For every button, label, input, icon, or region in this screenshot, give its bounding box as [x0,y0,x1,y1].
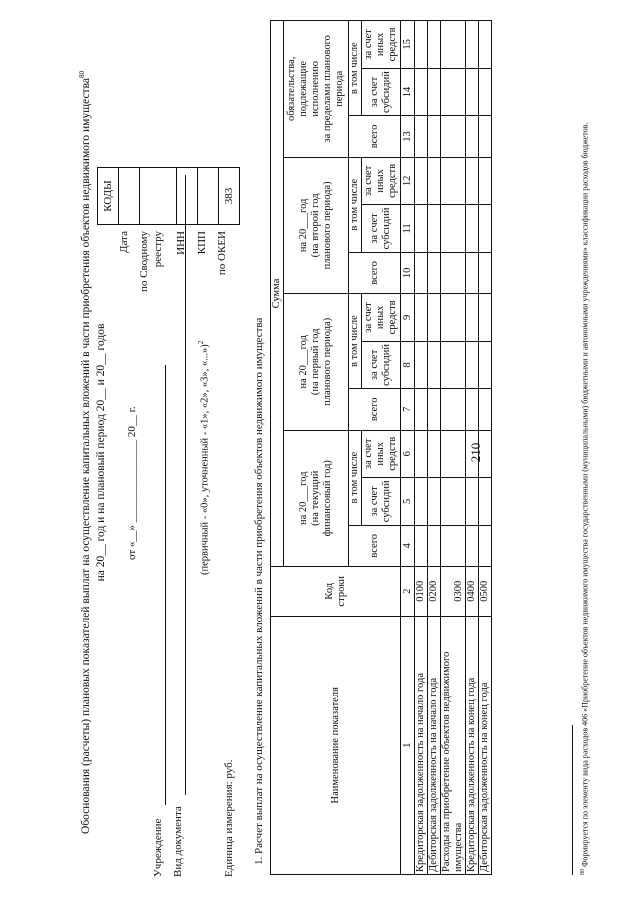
title-footnote-ref: 80 [78,71,86,79]
value-cell[interactable] [466,21,479,69]
value-cell[interactable] [479,68,492,116]
value-cell[interactable] [441,205,466,253]
header-obligations-beyond: обязательства, подлежащие исполнению за пределами планового периода [284,21,349,158]
value-cell[interactable] [428,116,441,157]
value-cell[interactable] [479,430,492,478]
title-line-2: на 20__ год и на плановый период 20__ и 20__ годов [94,323,107,582]
value-cell[interactable] [466,478,479,526]
row-code: 0100 [415,566,428,616]
value-cell[interactable] [466,294,479,342]
page-number: 210 [468,442,483,463]
value-cell[interactable] [466,252,479,293]
value-cell[interactable] [466,157,479,205]
value-cell[interactable] [466,525,479,566]
date-line: от «__» _______________ 20__ г. [126,406,138,560]
row-code: 0500 [479,566,492,616]
value-cell[interactable] [479,525,492,566]
label-kpp: КПП [196,231,208,255]
col-number: 5 [401,478,415,526]
value-cell[interactable] [428,389,441,430]
value-cell[interactable] [428,157,441,205]
col-number: 2 [401,566,415,616]
codes-table [97,167,240,225]
col-number: 15 [401,21,415,69]
header-indicator-name: Наименование показателя [271,616,401,874]
row-name: Дебиторская задолженность на начало года [428,616,441,874]
value-cell[interactable] [428,21,441,69]
code-cell-inn[interactable] [177,168,198,225]
footnote-ref: 80 [580,869,586,875]
title-line-1: Обоснования (расчеты) плановых показателей выплат на осуществление капитальных вложений в части приобретения объектов недвижимого имущества [79,78,92,834]
value-cell[interactable] [479,205,492,253]
value-cell[interactable] [466,430,479,478]
doc-type-field[interactable] [185,175,186,795]
doc-type-label: Вид документа [172,806,184,877]
row-code: 0300 [441,566,466,616]
value-cell[interactable] [441,525,466,566]
col-number: 12 [401,157,415,205]
header-other-funds: за счет иных средств [362,294,401,342]
value-cell[interactable] [479,21,492,69]
label-registry-1: по Сводному [138,231,150,293]
value-cell[interactable] [466,389,479,430]
footnote [578,35,591,875]
code-cell-okei: 383 [219,168,240,225]
header-other-funds: за счет иных средств [362,21,401,69]
value-cell[interactable] [479,341,492,389]
value-cell[interactable] [441,21,466,69]
code-cell-kpp[interactable] [198,168,219,225]
header-sum: Сумма [271,21,284,567]
header-total: всего [349,389,401,430]
column-numbers-row [401,21,415,875]
value-cell[interactable] [428,341,441,389]
header-period-second: на 20___год (на второй год планового периода) [284,157,349,293]
institution-field[interactable] [165,365,166,805]
header-including: в том числе [349,294,362,389]
table-row [428,21,441,875]
col-number: 8 [401,341,415,389]
value-cell[interactable] [428,252,441,293]
value-cell[interactable] [441,157,466,205]
col-number: 4 [401,525,415,566]
header-total: всего [349,525,401,566]
header-including: в том числе [349,21,362,116]
header-subsidy: за счет субсидий [362,68,401,116]
col-number: 7 [401,389,415,430]
header-subsidy: за счет субсидий [362,205,401,253]
value-cell[interactable] [415,68,428,116]
col-number: 10 [401,252,415,293]
table-row [415,21,428,875]
row-code: 0200 [428,566,441,616]
value-cell[interactable] [441,116,466,157]
col-number: 11 [401,205,415,253]
value-cell[interactable] [441,478,466,526]
header-other-funds: за счет иных средств [362,430,401,478]
col-number: 6 [401,430,415,478]
institution-label: Учреждение [152,818,164,877]
form-title [75,40,109,865]
value-cell[interactable] [415,341,428,389]
header-period-current: на 20___год (на текущий финансовый год) [284,430,349,566]
value-cell[interactable] [479,157,492,205]
header-row-code: Код строки [271,566,401,616]
value-cell[interactable] [415,294,428,342]
col-number: 1 [401,616,415,874]
row-name: Дебиторская задолженность на конец года [479,616,492,874]
value-cell[interactable] [466,341,479,389]
value-cell[interactable] [466,205,479,253]
value-cell[interactable] [441,341,466,389]
value-cell[interactable] [479,294,492,342]
value-cell[interactable] [441,68,466,116]
value-cell[interactable] [428,205,441,253]
value-cell[interactable] [415,252,428,293]
value-cell[interactable] [479,252,492,293]
value-cell[interactable] [479,116,492,157]
value-cell[interactable] [479,478,492,526]
value-cell[interactable] [441,389,466,430]
label-registry-2: реестру [152,231,164,268]
value-cell[interactable] [441,252,466,293]
header-period-first: на 20___год (на первый год планового периода) [284,294,349,430]
code-cell-registry[interactable] [140,168,177,225]
value-cell[interactable] [441,430,466,478]
value-cell[interactable] [466,116,479,157]
row-name: Кредиторская задолженность на начало года [415,616,428,874]
value-cell[interactable] [415,430,428,478]
label-date: Дата [118,231,130,253]
table-row [441,21,466,875]
label-okei: по ОКЕИ [216,231,228,276]
header-including: в том числе [349,430,362,525]
header-subsidy: за счет субсидий [362,341,401,389]
col-number: 13 [401,116,415,157]
row-name: Расходы на приобретение объектов недвижимого имущества [441,616,466,874]
header-total: всего [349,116,401,157]
row-name: Кредиторская задолженность на конец года [466,616,479,874]
label-inn: ИНН [175,231,187,255]
value-cell[interactable] [428,294,441,342]
value-cell[interactable] [479,389,492,430]
header-including: в том числе [349,157,362,252]
codes-header: КОДЫ [98,168,119,225]
value-cell[interactable] [415,478,428,526]
col-number: 9 [401,294,415,342]
footnote-text: Формируется по элементу вида расходов 406 «Приобретение объектов недвижимого имущества государственными (муниципальными) бюджетными и автономными учреждениями» классификации расходов бюджетов. [580,122,590,867]
section-title: 1. Расчет выплат на осуществление капитальных вложений в части приобретения объектов недвижимого имущества [253,317,265,865]
value-cell[interactable] [415,157,428,205]
value-cell[interactable] [428,525,441,566]
unit-of-measure: Единица измерения: руб. [223,759,235,877]
footnote-separator [572,725,573,875]
header-subsidy: за счет субсидий [362,478,401,526]
table-row [466,21,479,875]
value-cell[interactable] [466,68,479,116]
value-cell[interactable] [415,525,428,566]
value-cell[interactable] [415,389,428,430]
col-number: 14 [401,68,415,116]
value-cell[interactable] [441,294,466,342]
value-cell[interactable] [415,205,428,253]
value-cell[interactable] [428,478,441,526]
row-code: 0400 [466,566,479,616]
doc-type-hint: (первичный - «0», уточненный - «1», «2», «3», «...»)$^2$ [197,340,211,575]
value-cell[interactable] [415,21,428,69]
value-cell[interactable] [428,430,441,478]
value-cell[interactable] [415,116,428,157]
header-other-funds: за счет иных средств [362,157,401,205]
value-cell[interactable] [428,68,441,116]
calculation-table [270,20,492,875]
header-total: всего [349,252,401,293]
table-row [479,21,492,875]
code-cell-date[interactable] [119,168,140,225]
